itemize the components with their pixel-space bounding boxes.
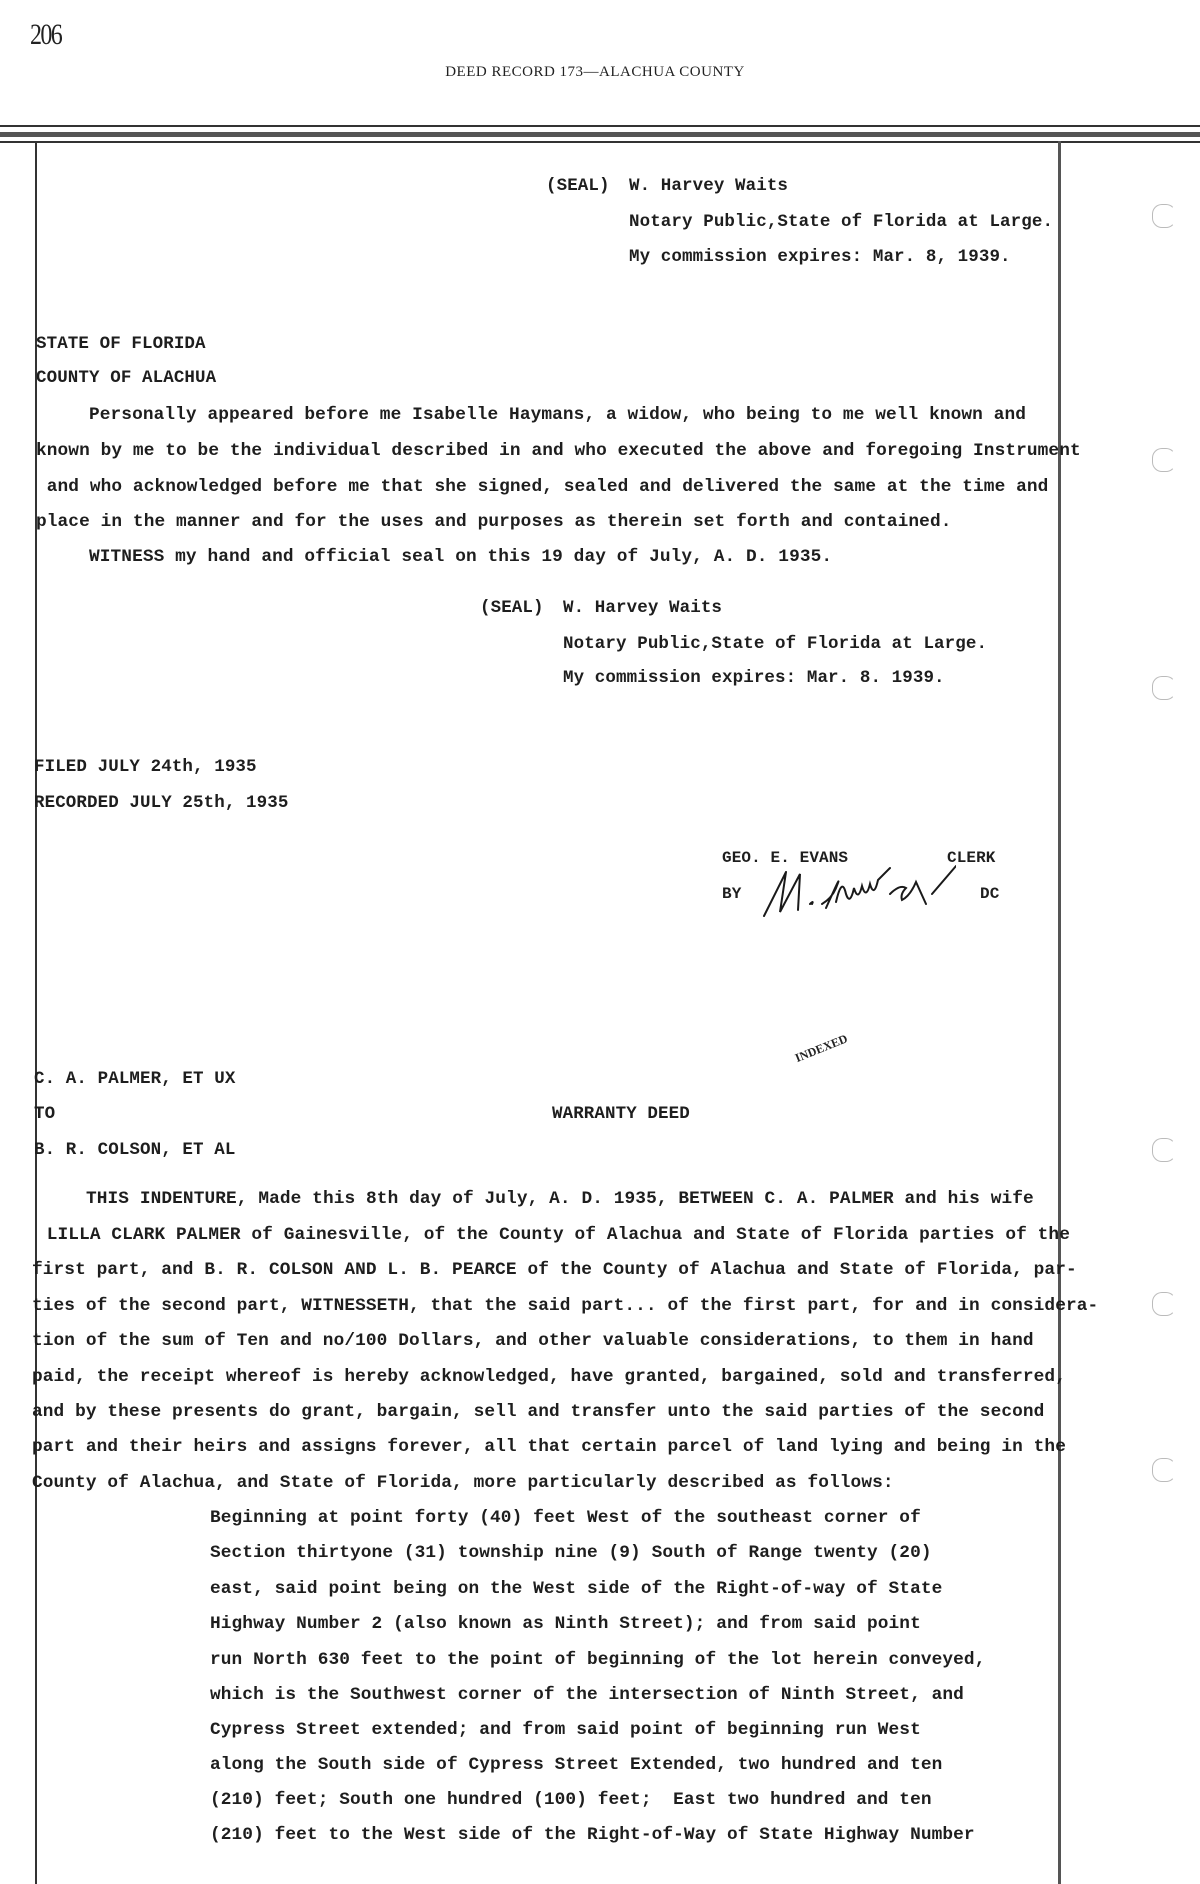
clerk-by-label: BY xyxy=(722,885,742,903)
description-line: along the South side of Cypress Street Extended, two hundred and ten xyxy=(210,1755,943,1775)
grantee: B. R. COLSON, ET AL xyxy=(34,1140,236,1160)
binder-hole-mark xyxy=(1152,1458,1176,1482)
binder-hole-mark xyxy=(1152,204,1176,228)
venue-county: COUNTY OF ALACHUA xyxy=(36,368,217,388)
indenture-line: LILLA CLARK PALMER of Gainesville, of the County of Alachua and State of Florida parties of the xyxy=(36,1225,1070,1245)
indenture-line: paid, the receipt whereof is hereby acknowledged, have granted, bargained, sold and transferred, xyxy=(32,1367,1066,1387)
description-line: Highway Number 2 (also known as Ninth Street); and from said point xyxy=(210,1614,921,1634)
acknowledgment-line: place in the manner and for the uses and purposes as therein set forth and contained. xyxy=(36,512,952,532)
description-line: Beginning at point forty (40) feet West of the southeast corner of xyxy=(210,1508,921,1528)
recorded-date: RECORDED JULY 25th, 1935 xyxy=(34,793,289,813)
binder-hole-mark xyxy=(1152,448,1176,472)
witness-line: WITNESS my hand and official seal on this 19 day of July, A. D. 1935. xyxy=(89,547,833,567)
to-label: TO xyxy=(34,1104,56,1124)
left-margin-line xyxy=(35,141,37,1884)
clerk-name: GEO. E. EVANS xyxy=(722,849,849,867)
indexed-stamp: INDEXED xyxy=(793,1031,850,1065)
description-line: Section thirtyone (31) township nine (9) South of Range twenty (20) xyxy=(210,1543,932,1563)
filed-date: FILED JULY 24th, 1935 xyxy=(34,757,257,777)
description-line: run North 630 feet to the point of beginning of the lot herein conveyed, xyxy=(210,1650,986,1670)
header-rule-top xyxy=(0,125,1200,127)
right-margin-line xyxy=(1058,141,1061,1884)
deputy-signature xyxy=(756,864,956,924)
deed-type: WARRANTY DEED xyxy=(552,1104,690,1124)
description-line: (210) feet to the West side of the Right-of-Way of State Highway Number xyxy=(210,1825,975,1845)
notary-name: W. Harvey Waits xyxy=(629,176,789,196)
indenture-line: part and their heirs and assigns forever, all that certain parcel of land lying and being in the xyxy=(32,1437,1066,1457)
indenture-line: and by these presents do grant, bargain, sell and transfer unto the said parties of the second xyxy=(32,1402,1045,1422)
description-line: east, said point being on the West side of the Right-of-way of State xyxy=(210,1579,943,1599)
notary-name: W. Harvey Waits xyxy=(563,598,723,618)
binder-hole-mark xyxy=(1152,1292,1176,1316)
description-line: Cypress Street extended; and from said point of beginning run West xyxy=(210,1720,921,1740)
notary-commission: My commission expires: Mar. 8. 1939. xyxy=(563,668,945,688)
venue-state: STATE OF FLORIDA xyxy=(36,334,206,354)
indenture-line: THIS INDENTURE, Made this 8th day of July, A. D. 1935, BETWEEN C. A. PALMER and his wife xyxy=(86,1189,1034,1209)
seal-label: (SEAL) xyxy=(546,176,610,196)
indenture-line: ties of the second part, WITNESSETH, that the said part... of the first part, for and in considera- xyxy=(32,1296,1099,1316)
notary-title: Notary Public,State of Florida at Large. xyxy=(629,212,1054,232)
acknowledgment-line: Personally appeared before me Isabelle Haymans, a widow, who being to me well known and xyxy=(89,405,1027,425)
notary-title: Notary Public,State of Florida at Large. xyxy=(563,634,988,654)
grantor: C. A. PALMER, ET UX xyxy=(34,1069,236,1089)
description-line: which is the Southwest corner of the intersection of Ninth Street, and xyxy=(210,1685,964,1705)
seal-label: (SEAL) xyxy=(480,598,544,618)
record-book-title: DEED RECORD 173—ALACHUA COUNTY xyxy=(445,64,745,80)
acknowledgment-line: and who acknowledged before me that she signed, sealed and delivered the same at the time and xyxy=(36,477,1049,497)
notary-commission: My commission expires: Mar. 8, 1939. xyxy=(629,247,1011,267)
clerk-title: CLERK xyxy=(947,849,996,867)
indenture-line: County of Alachua, and State of Florida, more particularly described as follows: xyxy=(32,1473,894,1493)
binder-hole-mark xyxy=(1152,1138,1176,1162)
page-number: 206 xyxy=(30,18,62,51)
header-rule-thick xyxy=(0,132,1200,137)
acknowledgment-line: known by me to be the individual described in and who executed the above and foregoing Instrument xyxy=(36,441,1081,461)
header-rule-bottom xyxy=(0,141,1200,143)
description-line: (210) feet; South one hundred (100) feet; East two hundred and ten xyxy=(210,1790,932,1810)
indenture-line: tion of the sum of Ten and no/100 Dollars, and other valuable considerations, to them in hand xyxy=(32,1331,1034,1351)
binder-hole-mark xyxy=(1152,676,1176,700)
indenture-line: first part, and B. R. COLSON AND L. B. PEARCE of the County of Alachua and State of Florida, par- xyxy=(32,1260,1077,1280)
deputy-clerk-label: DC xyxy=(980,885,1000,903)
